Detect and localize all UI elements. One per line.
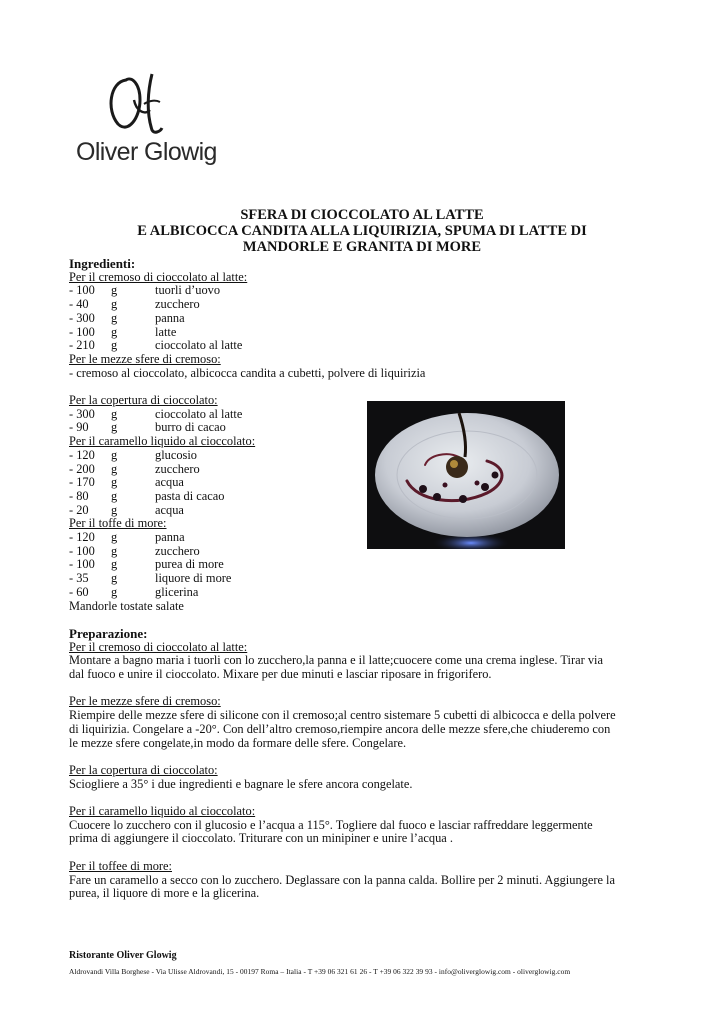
section-label: Per il cremoso di cioccolato al latte: bbox=[69, 639, 248, 654]
ingredient-row bbox=[69, 586, 669, 600]
section-label: Per il caramello liquido al cioccolato: bbox=[69, 804, 256, 819]
paragraph-line: prima di aggiungere il cioccolato. Triturare con un minipiner e unire l’acqua . bbox=[69, 831, 453, 846]
ingredient-qty: - 170 bbox=[69, 475, 95, 490]
ingredient-unit: g bbox=[111, 420, 118, 435]
ingredient-note: Mandorle tostate salate bbox=[69, 598, 184, 613]
ingredient-row bbox=[69, 572, 669, 586]
ingredient-name: glucosio bbox=[155, 447, 197, 462]
ingredient-note: - cremoso al cioccolato, albicocca candita a cubetti, polvere di liquirizia bbox=[69, 365, 426, 380]
recipe-body bbox=[69, 257, 669, 901]
ingredient-name: acqua bbox=[155, 502, 184, 517]
ingredient-name: glicerina bbox=[155, 584, 199, 599]
paragraph-line: Sciogliere a 35° i due ingredienti e bagnare le sfere ancora congelate. bbox=[69, 776, 413, 791]
contact-address: Aldrovandi Villa Borghese - Via Ulisse Aldrovandi, 15 - 00197 Roma – Italia - T +39 06 321 61 26 - T +39 06 322 39 93 - info@oliverglowig.com - oliverglowig.com bbox=[69, 967, 571, 976]
ingredient-qty: - 210 bbox=[69, 338, 95, 353]
ingredient-unit: g bbox=[111, 584, 118, 599]
ingredient-unit: g bbox=[111, 461, 118, 476]
ingredient-qty: - 20 bbox=[69, 502, 89, 517]
preparation-heading: Preparazione: bbox=[69, 625, 148, 641]
dish-photo bbox=[367, 401, 565, 549]
og-monogram-icon bbox=[104, 70, 174, 136]
ingredient-qty: - 80 bbox=[69, 488, 89, 503]
ingredient-unit: g bbox=[111, 502, 118, 517]
ingredient-row bbox=[69, 339, 669, 353]
ingredient-qty: - 60 bbox=[69, 584, 89, 599]
paragraph-line: di liquirizia. Congelare a -20°. Con dell’altro cremoso,riempire ancora delle mezze sfere,che chiuderemo con bbox=[69, 721, 611, 736]
paragraph-line: Fare un caramello a secco con lo zucchero. Deglassare con la panna calda. Bollire per 2 minuti. Aggiungere la bbox=[69, 872, 615, 887]
recipe-title bbox=[60, 207, 664, 255]
ingredient-name: liquore di more bbox=[155, 571, 232, 586]
ingredient-unit: g bbox=[111, 530, 118, 545]
ingredient-qty: - 100 bbox=[69, 324, 95, 339]
section-label: Per la copertura di cioccolato: bbox=[69, 393, 218, 408]
ingredient-name: cioccolato al latte bbox=[155, 338, 243, 353]
ingredient-qty: - 300 bbox=[69, 310, 95, 325]
ingredient-unit: g bbox=[111, 475, 118, 490]
ingredient-name: panna bbox=[155, 530, 185, 545]
ingredient-name: purea di more bbox=[155, 557, 224, 572]
ingredient-qty: - 100 bbox=[69, 557, 95, 572]
section-label: Per la copertura di cioccolato: bbox=[69, 762, 218, 777]
ingredient-row bbox=[69, 312, 669, 326]
section-label: Per il caramello liquido al cioccolato: bbox=[69, 434, 256, 449]
section-label: Per il cremoso di cioccolato al latte: bbox=[69, 269, 248, 284]
ingredient-unit: g bbox=[111, 297, 118, 312]
ingredient-qty: - 90 bbox=[69, 420, 89, 435]
ingredient-qty: - 100 bbox=[69, 283, 95, 298]
ingredient-row bbox=[69, 284, 669, 298]
paragraph-line: le mezze sfere congelate,in modo da formare delle sfere. Congelare. bbox=[69, 735, 407, 750]
ingredient-qty: - 200 bbox=[69, 461, 95, 476]
ingredient-unit: g bbox=[111, 283, 118, 298]
ingredient-name: panna bbox=[155, 310, 185, 325]
ingredient-unit: g bbox=[111, 543, 118, 558]
ingredient-unit: g bbox=[111, 447, 118, 462]
ingredient-unit: g bbox=[111, 557, 118, 572]
ingredient-qty: - 300 bbox=[69, 406, 95, 421]
ingredient-qty: - 100 bbox=[69, 543, 95, 558]
ingredient-name: tuorli d’uovo bbox=[155, 283, 221, 298]
section-label: Per le mezze sfere di cremoso: bbox=[69, 351, 221, 366]
paragraph-line: purea, il liquore di more e la glicerina. bbox=[69, 886, 260, 901]
paragraph-line: Riempire delle mezze sfere di silicone con il cremoso;al centro sistemare 5 cubetti di albicocca e della polvere bbox=[69, 708, 616, 723]
ingredient-qty: - 120 bbox=[69, 447, 95, 462]
section-label: Per il toffe di more: bbox=[69, 516, 167, 531]
ingredient-qty: - 120 bbox=[69, 530, 95, 545]
ingredient-name: burro di cacao bbox=[155, 420, 226, 435]
title-line: E ALBICOCCA CANDITA ALLA LIQUIRIZIA, SPUMA DI LATTE DI bbox=[137, 223, 587, 239]
ingredient-row bbox=[69, 298, 669, 312]
ingredient-unit: g bbox=[111, 310, 118, 325]
restaurant-name: Ristorante Oliver Glowig bbox=[69, 950, 177, 961]
paragraph-line: Cuocere lo zucchero con il glucosio e l’acqua a 115°. Togliere dal fuoco e lasciar raffreddare leggermente bbox=[69, 817, 593, 832]
ingredient-unit: g bbox=[111, 488, 118, 503]
ingredient-unit: g bbox=[111, 406, 118, 421]
ingredient-name: cioccolato al latte bbox=[155, 406, 243, 421]
ingredient-name: acqua bbox=[155, 475, 184, 490]
ingredient-name: latte bbox=[155, 324, 177, 339]
ingredient-unit: g bbox=[111, 338, 118, 353]
ingredient-row bbox=[69, 558, 669, 572]
paragraph-line: Montare a bagno maria i tuorli con lo zucchero,la panna e il latte;cuocere come una crema inglese. Tirar via bbox=[69, 653, 603, 668]
restaurant-logo bbox=[76, 70, 217, 170]
ingredient-qty: - 35 bbox=[69, 571, 89, 586]
ingredient-name: pasta di cacao bbox=[155, 488, 225, 503]
ingredient-qty: - 40 bbox=[69, 297, 89, 312]
section-label: Per le mezze sfere di cremoso: bbox=[69, 694, 221, 709]
ingredient-row bbox=[69, 326, 669, 340]
dish-image bbox=[367, 401, 565, 549]
title-line: MANDORLE E GRANITA DI MORE bbox=[242, 239, 482, 255]
paragraph-line: dal fuoco e unire il cioccolato. Mixare per due minuti e lasciar riposare in frigorifero. bbox=[69, 667, 492, 682]
footer bbox=[69, 950, 689, 976]
ingredient-unit: g bbox=[111, 324, 118, 339]
ingredient-unit: g bbox=[111, 571, 118, 586]
ingredient-name: zucchero bbox=[155, 461, 200, 476]
ingredient-name: zucchero bbox=[155, 543, 200, 558]
ingredients-heading: Ingredienti: bbox=[69, 256, 136, 271]
title-line: SFERA DI CIOCCOLATO AL LATTE bbox=[240, 207, 484, 223]
logo-wordmark: Oliver Glowig bbox=[76, 138, 217, 166]
ingredient-name: zucchero bbox=[155, 297, 200, 312]
section-label: Per il toffee di more: bbox=[69, 858, 172, 873]
